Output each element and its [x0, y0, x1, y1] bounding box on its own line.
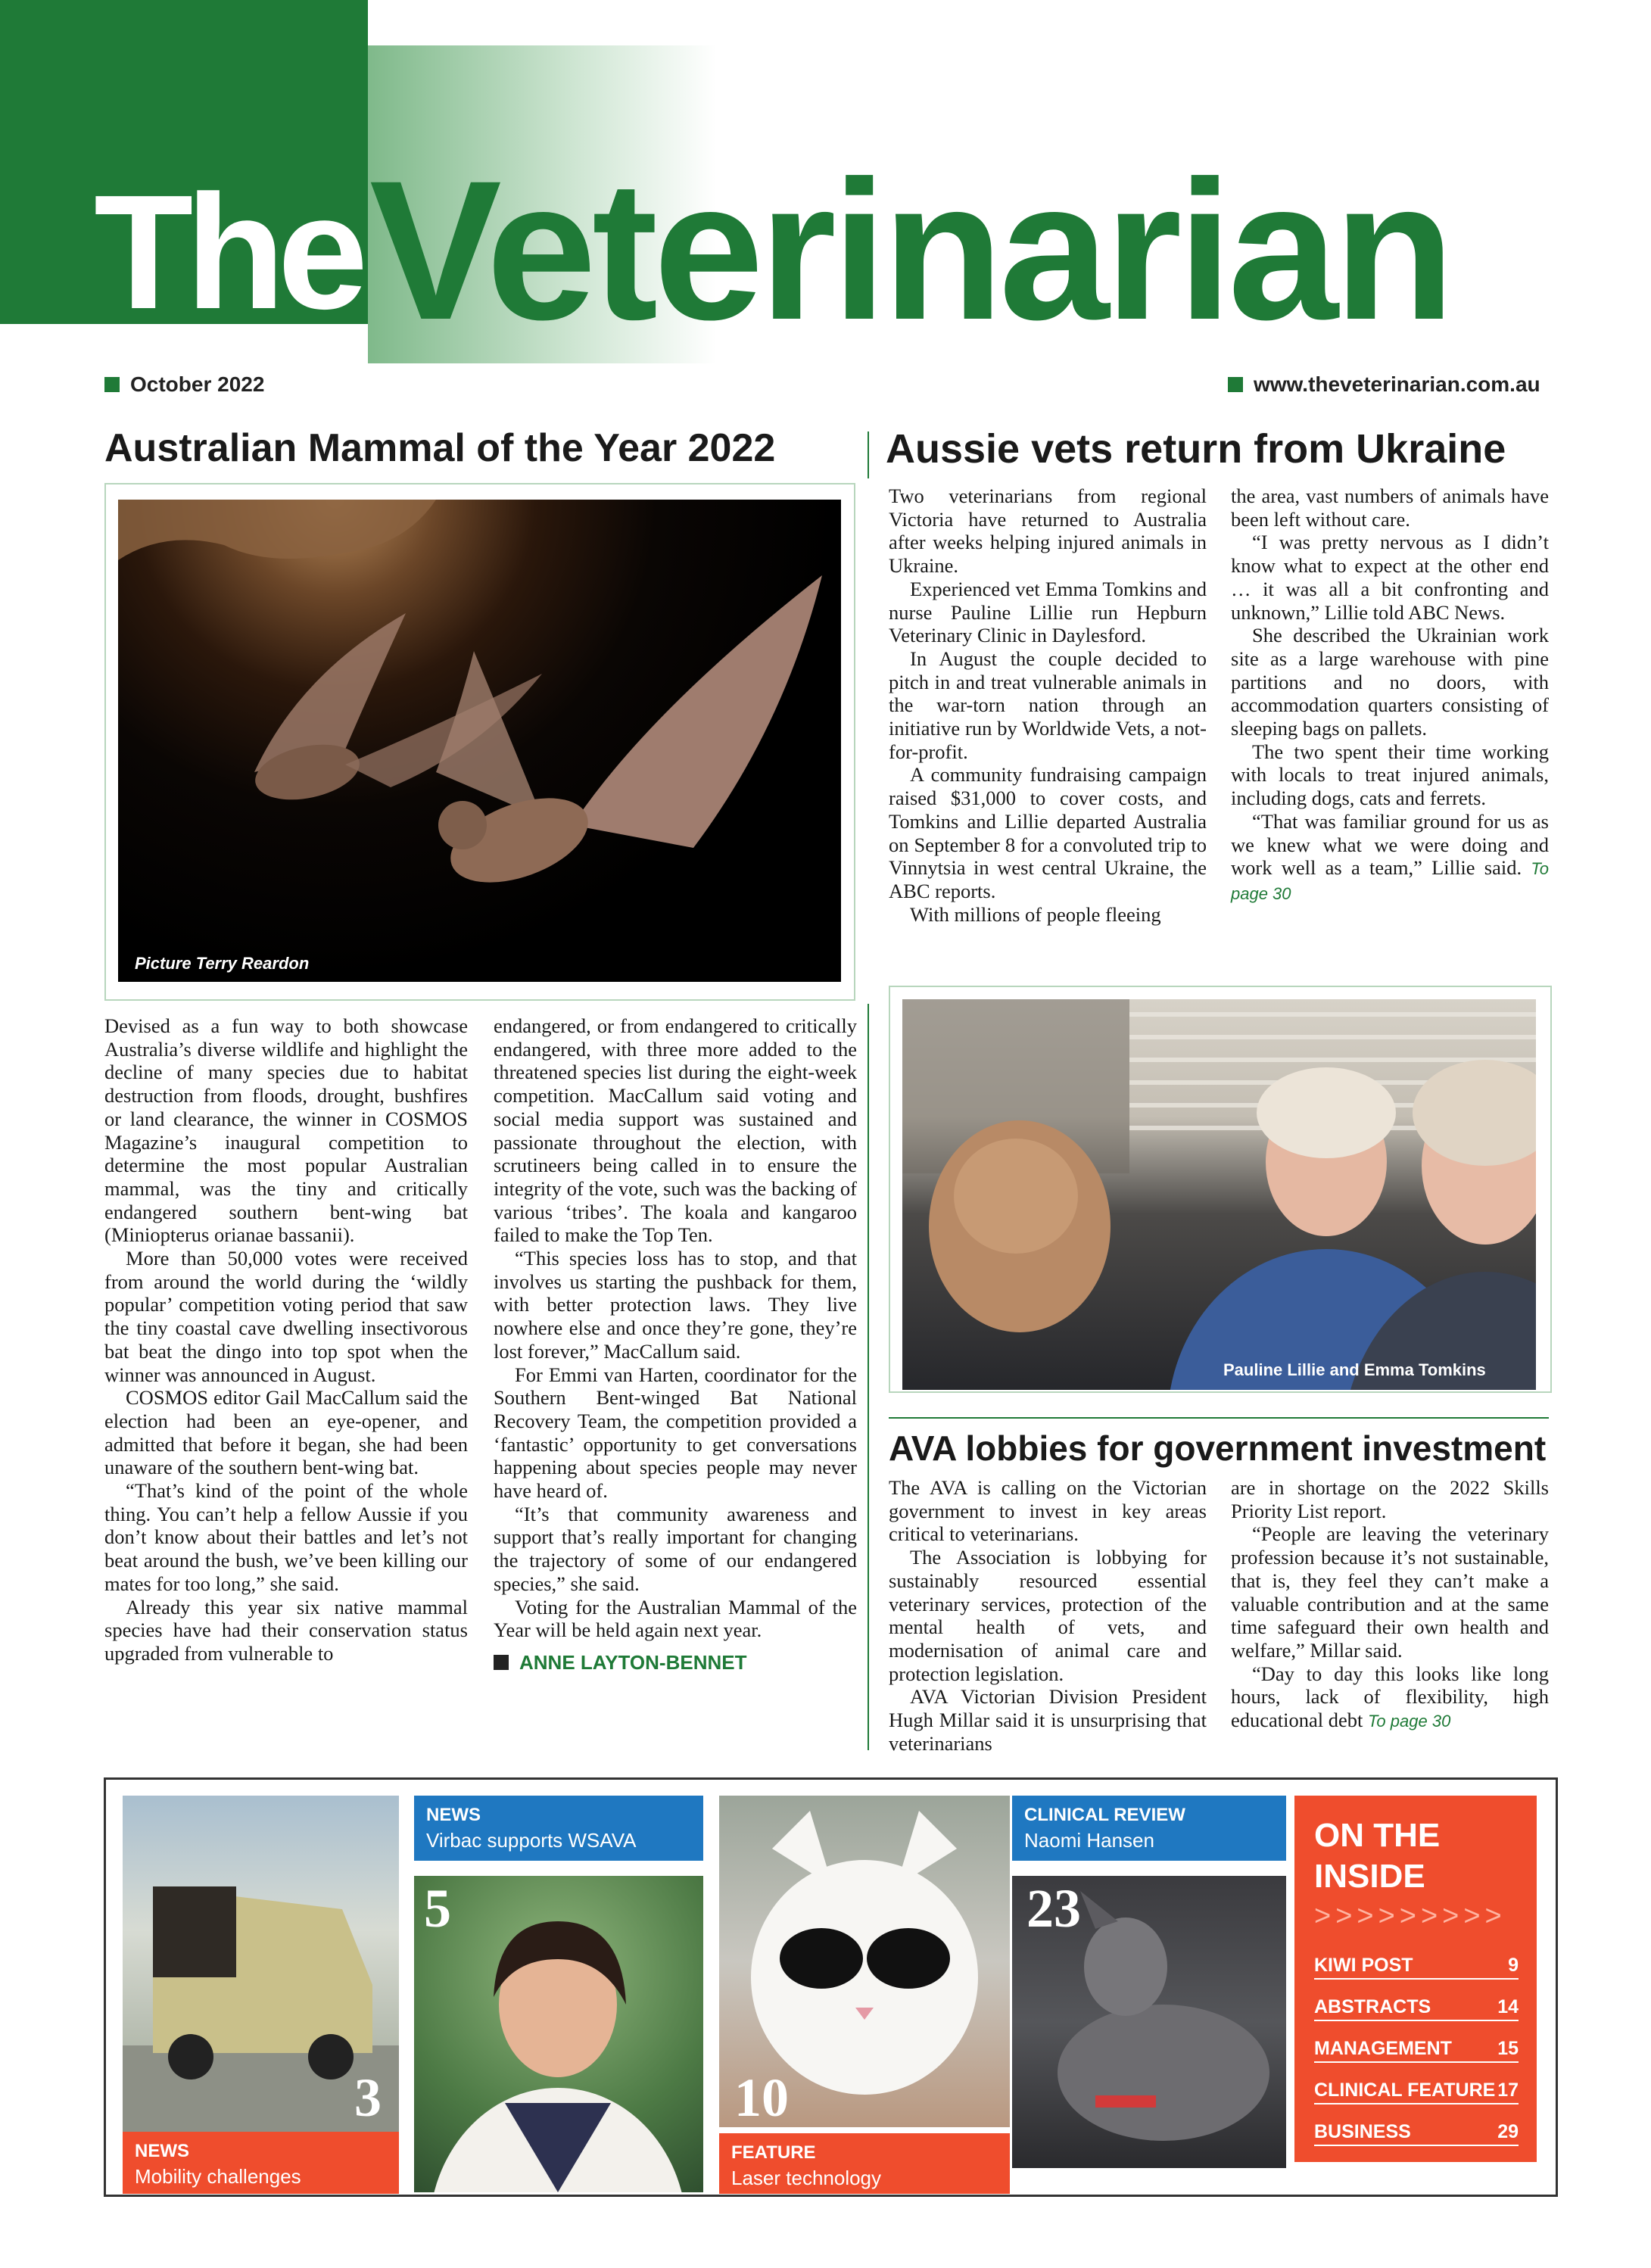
paragraph: endangered, or from endangered to critically endangered, with three more added to the threatened species list during the eight-week competition. MacCallum said voting and social media support was sustained and passionate throughout the election, with scrutineers being called in to ensure the integrity of the vote, such was the backing of various ‘tribes’. The koala and kangaroo failed to make the Top Ten.: [494, 1014, 857, 1247]
ukraine-column-2: [1231, 484, 1549, 906]
paragraph: “That’s kind of the point of the whole thing. You can’t help a fellow Aussie if you don’t know about their battles and let’s not beat around the bush, we’ve been killing our mates for too long,” she said.: [104, 1479, 468, 1595]
mammal-headline: Australian Mammal of the Year 2022: [104, 426, 776, 470]
paragraph: Already this year six native mammal species have had their conservation status upgraded from vulnerable to: [104, 1595, 468, 1665]
masthead-title: Veterinarian: [369, 139, 1450, 361]
masthead-the: The: [94, 160, 361, 343]
paragraph: The Association is lobbying for sustainably resourced essential veterinary services, protection of the mental health of vets, and modernisation of animal care and protection legislation.: [889, 1546, 1207, 1685]
inside-item[interactable]: ABSTRACTS 14: [1314, 1996, 1519, 2021]
paragraph: “That was familiar ground for us as we knew what we were doing and work well as a team,” Lillie said. To page 30: [1231, 809, 1549, 903]
column-divider: [868, 1004, 869, 1750]
paragraph: “This species loss has to stop, and that involves us starting the pushback for them, with better protection laws. They live nowhere else and once they’re gone, they’re lost forever,” MacCallum said.: [494, 1247, 857, 1363]
tile-page-number: 10: [734, 2067, 789, 2128]
paragraph: A community fundraising campaign raised $31,000 to cover costs, and Tomkins and Lillie departed Australia on September 8 for a convoluted trip to Vinnytsia in west central Ukraine, the ABC reports.: [889, 763, 1207, 902]
portrait-illustration: [414, 1876, 703, 2192]
paragraph: Two veterinarians from regional Victoria have returned to Australia after weeks helping injured animals in Ukraine.: [889, 484, 1207, 578]
paragraph: With millions of people fleeing: [910, 902, 1161, 926]
section-divider: [889, 1417, 1549, 1419]
column-divider: [868, 431, 869, 478]
paragraph: are in shortage on the 2022 Skills Priority List report.: [1231, 1476, 1549, 1522]
tile-clinical-label[interactable]: CLINICAL REVIEW Naomi Hansen: [1012, 1796, 1286, 1861]
mammal-column-1: [104, 1014, 468, 1665]
paragraph: AVA Victorian Division President Hugh Millar said it is unsurprising that veterinarians: [889, 1685, 1207, 1755]
vets-illustration: [902, 999, 1536, 1390]
paragraph: For Emmi van Harten, coordinator for the Southern Bent-winged Bat National Recovery Team, the competition provided a ‘fantastic’ opportunity to get conversations happening about species people may never have heard of.: [494, 1363, 857, 1503]
paragraph: Devised as a fun way to both showcase Australia’s diverse wildlife and highlight the decline of many species due to habitat destruction from floods, drought, bushfires or land clearance, the winner in COSMOS Magazine’s inaugural competition to determine the most popular Australian mammal, was the tiny and critically endangered southern bent-wing bat (Miniopterus orianae bassanii).: [104, 1014, 468, 1247]
tile-page-number: 5: [424, 1878, 451, 1939]
inside-item[interactable]: CLINICAL FEATURE 17: [1314, 2080, 1519, 2104]
ava-column-1: [889, 1476, 1207, 1755]
mammal-column-2: [494, 1014, 857, 1675]
paragraph: In August the couple decided to pitch in and treat vulnerable animals in the war-torn nation through an initiative run by Worldwide Vets, a not-for-profit.: [889, 646, 1207, 763]
paragraph: the area, vast numbers of animals have been left without care.: [1231, 484, 1549, 531]
bullet-square-icon: [494, 1655, 509, 1670]
paragraph: Voting for the Australian Mammal of the Year will be held again next year.: [494, 1595, 857, 1642]
website-link[interactable]: www.theveterinarian.com.au: [1228, 372, 1540, 397]
bullet-square-icon: [104, 377, 120, 392]
tile-wsava-label[interactable]: NEWS Virbac supports WSAVA: [414, 1796, 703, 1861]
paragraph: “I was pretty nervous as I didn’t know what to expect at the other end … it was all a bit confronting and unknown,” Lillie told ABC News.: [1231, 531, 1549, 624]
arrows-decoration: >>>>>>>>>: [1314, 1900, 1506, 1932]
ava-headline: AVA lobbies for government investment: [889, 1428, 1547, 1468]
paragraph: “Day to day this looks like long hours, lack of flexibility, high educational debt To page 30: [1231, 1662, 1549, 1732]
vets-photo: [902, 999, 1536, 1390]
paragraph: COSMOS editor Gail MacCallum said the election had been an eye-opener, and admitted that before it began, she had been unaware of the southern bent-wing bat.: [104, 1386, 468, 1479]
paragraph: Experienced vet Emma Tomkins and nurse Pauline Lillie run Hepburn Veterinary Clinic in Daylesford.: [889, 577, 1207, 647]
tile-laser-label[interactable]: FEATURE Laser technology: [719, 2133, 1010, 2194]
on-the-inside-box: [1294, 1796, 1537, 2162]
continued-link[interactable]: To page 30: [1368, 1712, 1451, 1731]
tile-page-number: 3: [354, 2067, 382, 2128]
tile-wsava-photo[interactable]: [414, 1876, 703, 2192]
ava-column-2: [1231, 1476, 1549, 1734]
issue-date: October 2022: [104, 372, 264, 397]
bat-photo: [118, 500, 841, 982]
on-the-inside-title: ON THE INSIDE: [1314, 1817, 1441, 1895]
paragraph: The AVA is calling on the Victorian government to invest in key areas critical to veterinarians.: [889, 1476, 1207, 1546]
paragraph: More than 50,000 votes were received from around the world during the ‘wildly popular’ competition voting period that saw the tiny coastal cave dwelling insectivorous bat beat the dingo into top spot when the winner was announced in August.: [104, 1247, 468, 1386]
inside-item[interactable]: BUSINESS 29: [1314, 2121, 1519, 2146]
paragraph: She described the Ukrainian work site as a large warehouse with pine partitions and no doors, with accommodation quarters consisting of sleeping bags on pallets.: [1231, 624, 1549, 740]
continued-link[interactable]: To page 30: [1231, 859, 1549, 903]
inside-item[interactable]: KIWI POST 9: [1314, 1955, 1519, 1980]
ukraine-headline: Aussie vets return from Ukraine: [886, 426, 1506, 472]
paragraph: “It’s that community awareness and support that’s really important for changing the trajectory of some of our endangered species,” she said.: [494, 1502, 857, 1595]
ukraine-column-1: [889, 484, 1207, 926]
bat-photo-credit: Picture Terry Reardon: [135, 954, 310, 973]
bullet-square-icon: [1228, 377, 1243, 392]
tile-mobility-label[interactable]: NEWS Mobility challenges: [123, 2132, 399, 2194]
bats-illustration: [118, 500, 841, 982]
tile-page-number: 23: [1026, 1878, 1081, 1939]
paragraph: The two spent their time working with locals to treat injured animals, including dogs, cats and ferrets.: [1231, 740, 1549, 810]
byline: ANNE LAYTON-BENNET: [494, 1651, 857, 1675]
inside-item[interactable]: MANAGEMENT 15: [1314, 2038, 1519, 2063]
paragraph: “People are leaving the veterinary profession because it’s not sustainable, that is, they feel they can’t make a valuable contribution and at the same time safeguard their own health and welfare,” Millar said.: [1231, 1522, 1549, 1662]
vets-photo-caption: Pauline Lillie and Emma Tomkins: [1223, 1360, 1486, 1379]
